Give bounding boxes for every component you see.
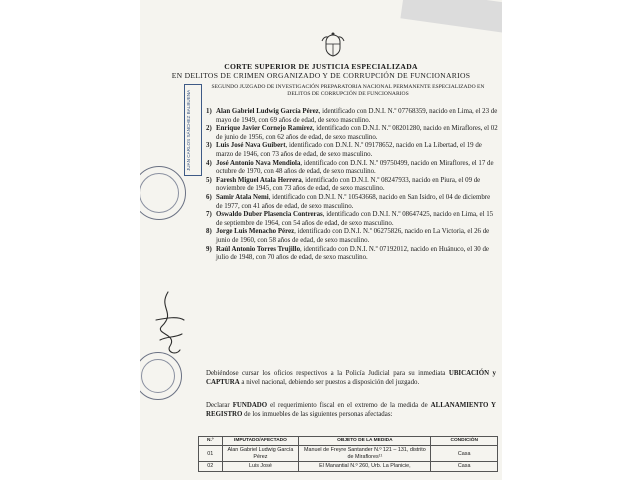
header-imputado: IMPUTADO/AFECTADO <box>222 437 299 446</box>
scan-margin-right <box>502 0 640 480</box>
ruling-paragraph: Declarar FUNDADO el requerimiento fiscal en el extremo de la medida de ALLANAMIENTO Y REGISTRO de los inmuebles de las siguientes personas afectadas: <box>206 402 496 418</box>
juzgado-line-2: DELITOS DE CORRUPCIÓN DE FUNCIONARIOS <box>287 91 409 97</box>
row-imputado: Alan Gabriel Ludwig García Pérez <box>222 446 299 462</box>
list-item: 4) José Antonio Nava Mendiola, identificado con D.N.I. N.º 09750499, nacido en Miraflores, el 17 de octubre de 1970, con 48 años de edad, de sexo masculino. <box>206 159 494 176</box>
row-condicion: Casa <box>431 446 498 462</box>
row-number: 01 <box>199 446 223 462</box>
document-page <box>140 0 502 480</box>
list-item: 1) Alan Gabriel Ludwig García Pérez, identificado con D.N.I. N.º 07768359, nacido en Lima, el 23 de mayo de 1949, con 69 años de edad, de sexo masculino. <box>206 108 498 124</box>
court-title: CORTE SUPERIOR DE JUSTICIA ESPECIALIZADA <box>224 62 418 71</box>
table-header-row <box>199 437 498 446</box>
official-seal-top <box>140 166 186 220</box>
coat-of-arms-icon <box>320 32 346 58</box>
header-condicion: CONDICIÓN <box>431 437 498 446</box>
juzgado-line-1: SEGUNDO JUZGADO DE INVESTIGACIÓN PREPARATORIA NACIONAL PERMANENTE ESPECIALIZADO EN <box>211 84 485 90</box>
list-item: 8) Jorge Luis Menacho Pérez, identificado con D.N.I. N.º 06275826, nacido en La Victoria, el 26 de junio de 1960, con 58 años de edad, de sexo masculino. <box>206 228 490 244</box>
list-item: 9) Raúl Antonio Torres Trujillo, identificado con D.N.I. N.º 07192012, nacido en Huánuco, el 30 de julio de 1948, con 70 años de edad, de sexo masculino. <box>206 245 489 262</box>
list-item: 7) Oswaldo Duber Plasencia Contreras, identificado con D.N.I. N.º 08647425, nacido en Lima, el 15 de septiembre de 1964, con 54 años de edad, de sexo masculino. <box>206 211 494 227</box>
header-number: N.º <box>199 437 223 446</box>
side-stamp: JUAN CARLOS SÁNCHEZ BALBUENA <box>184 84 202 176</box>
list-item: 3) Luis José Nava Guibert, identificado con D.N.I. N.º 09178652, nacido en La Libertad, el 19 de marzo de 1946, con 73 años de edad, de sexo masculino. <box>206 142 482 158</box>
header-objeto: OBJETO DE LA MEDIDA <box>299 437 431 446</box>
row-objeto: El Manantial N.º 260, Urb. La Planicie, <box>299 462 431 471</box>
court-subtitle: EN DELITOS DE CRIMEN ORGANIZADO Y DE CORRUPCIÓN DE FUNCIONARIOS <box>171 71 471 80</box>
row-condicion: Casa <box>431 462 498 471</box>
court-header <box>140 62 502 80</box>
row-imputado: Luis José <box>222 462 299 471</box>
persons-list <box>206 108 498 263</box>
table-row <box>199 462 498 471</box>
measures-table <box>198 436 498 472</box>
folded-corner <box>400 0 502 34</box>
capture-paragraph: Debiéndose cursar los oficios respectivos a la Policía Judicial para su inmediata UBICACIÓN y CAPTURA a nivel nacional, debiendo ser puestos a disposición del juzgado. <box>206 370 496 386</box>
list-item: 2) Enrique Javier Cornejo Ramírez, identificado con D.N.I. N.º 08201280, nacido en Miraflores, el 02 de junio de 1956, con 62 años de edad, de sexo masculino. <box>206 125 498 141</box>
handwritten-signature <box>148 290 188 360</box>
row-number: 02 <box>199 462 223 471</box>
row-objeto: Manuel de Freyre Santander N.º 121 – 131, distrito de Miraflores¹¹ <box>299 446 431 462</box>
list-item: 5) Faresh Miguel Atala Herrera, identificado con D.N.I. N.º 08247933, nacido en Piura, el 09 de noviembre de 1945, con 73 años de edad, de sexo masculino. <box>206 176 481 193</box>
scan-margin-left <box>0 0 140 480</box>
list-item: 6) Samir Atala Nemi, identificado con D.N.I. N.º 10543668, nacido en San Isidro, el 04 de diciembre de 1977, con 41 años de edad, de sexo masculino. <box>206 193 491 210</box>
table-row <box>199 446 498 462</box>
juzgado-header <box>208 84 488 98</box>
